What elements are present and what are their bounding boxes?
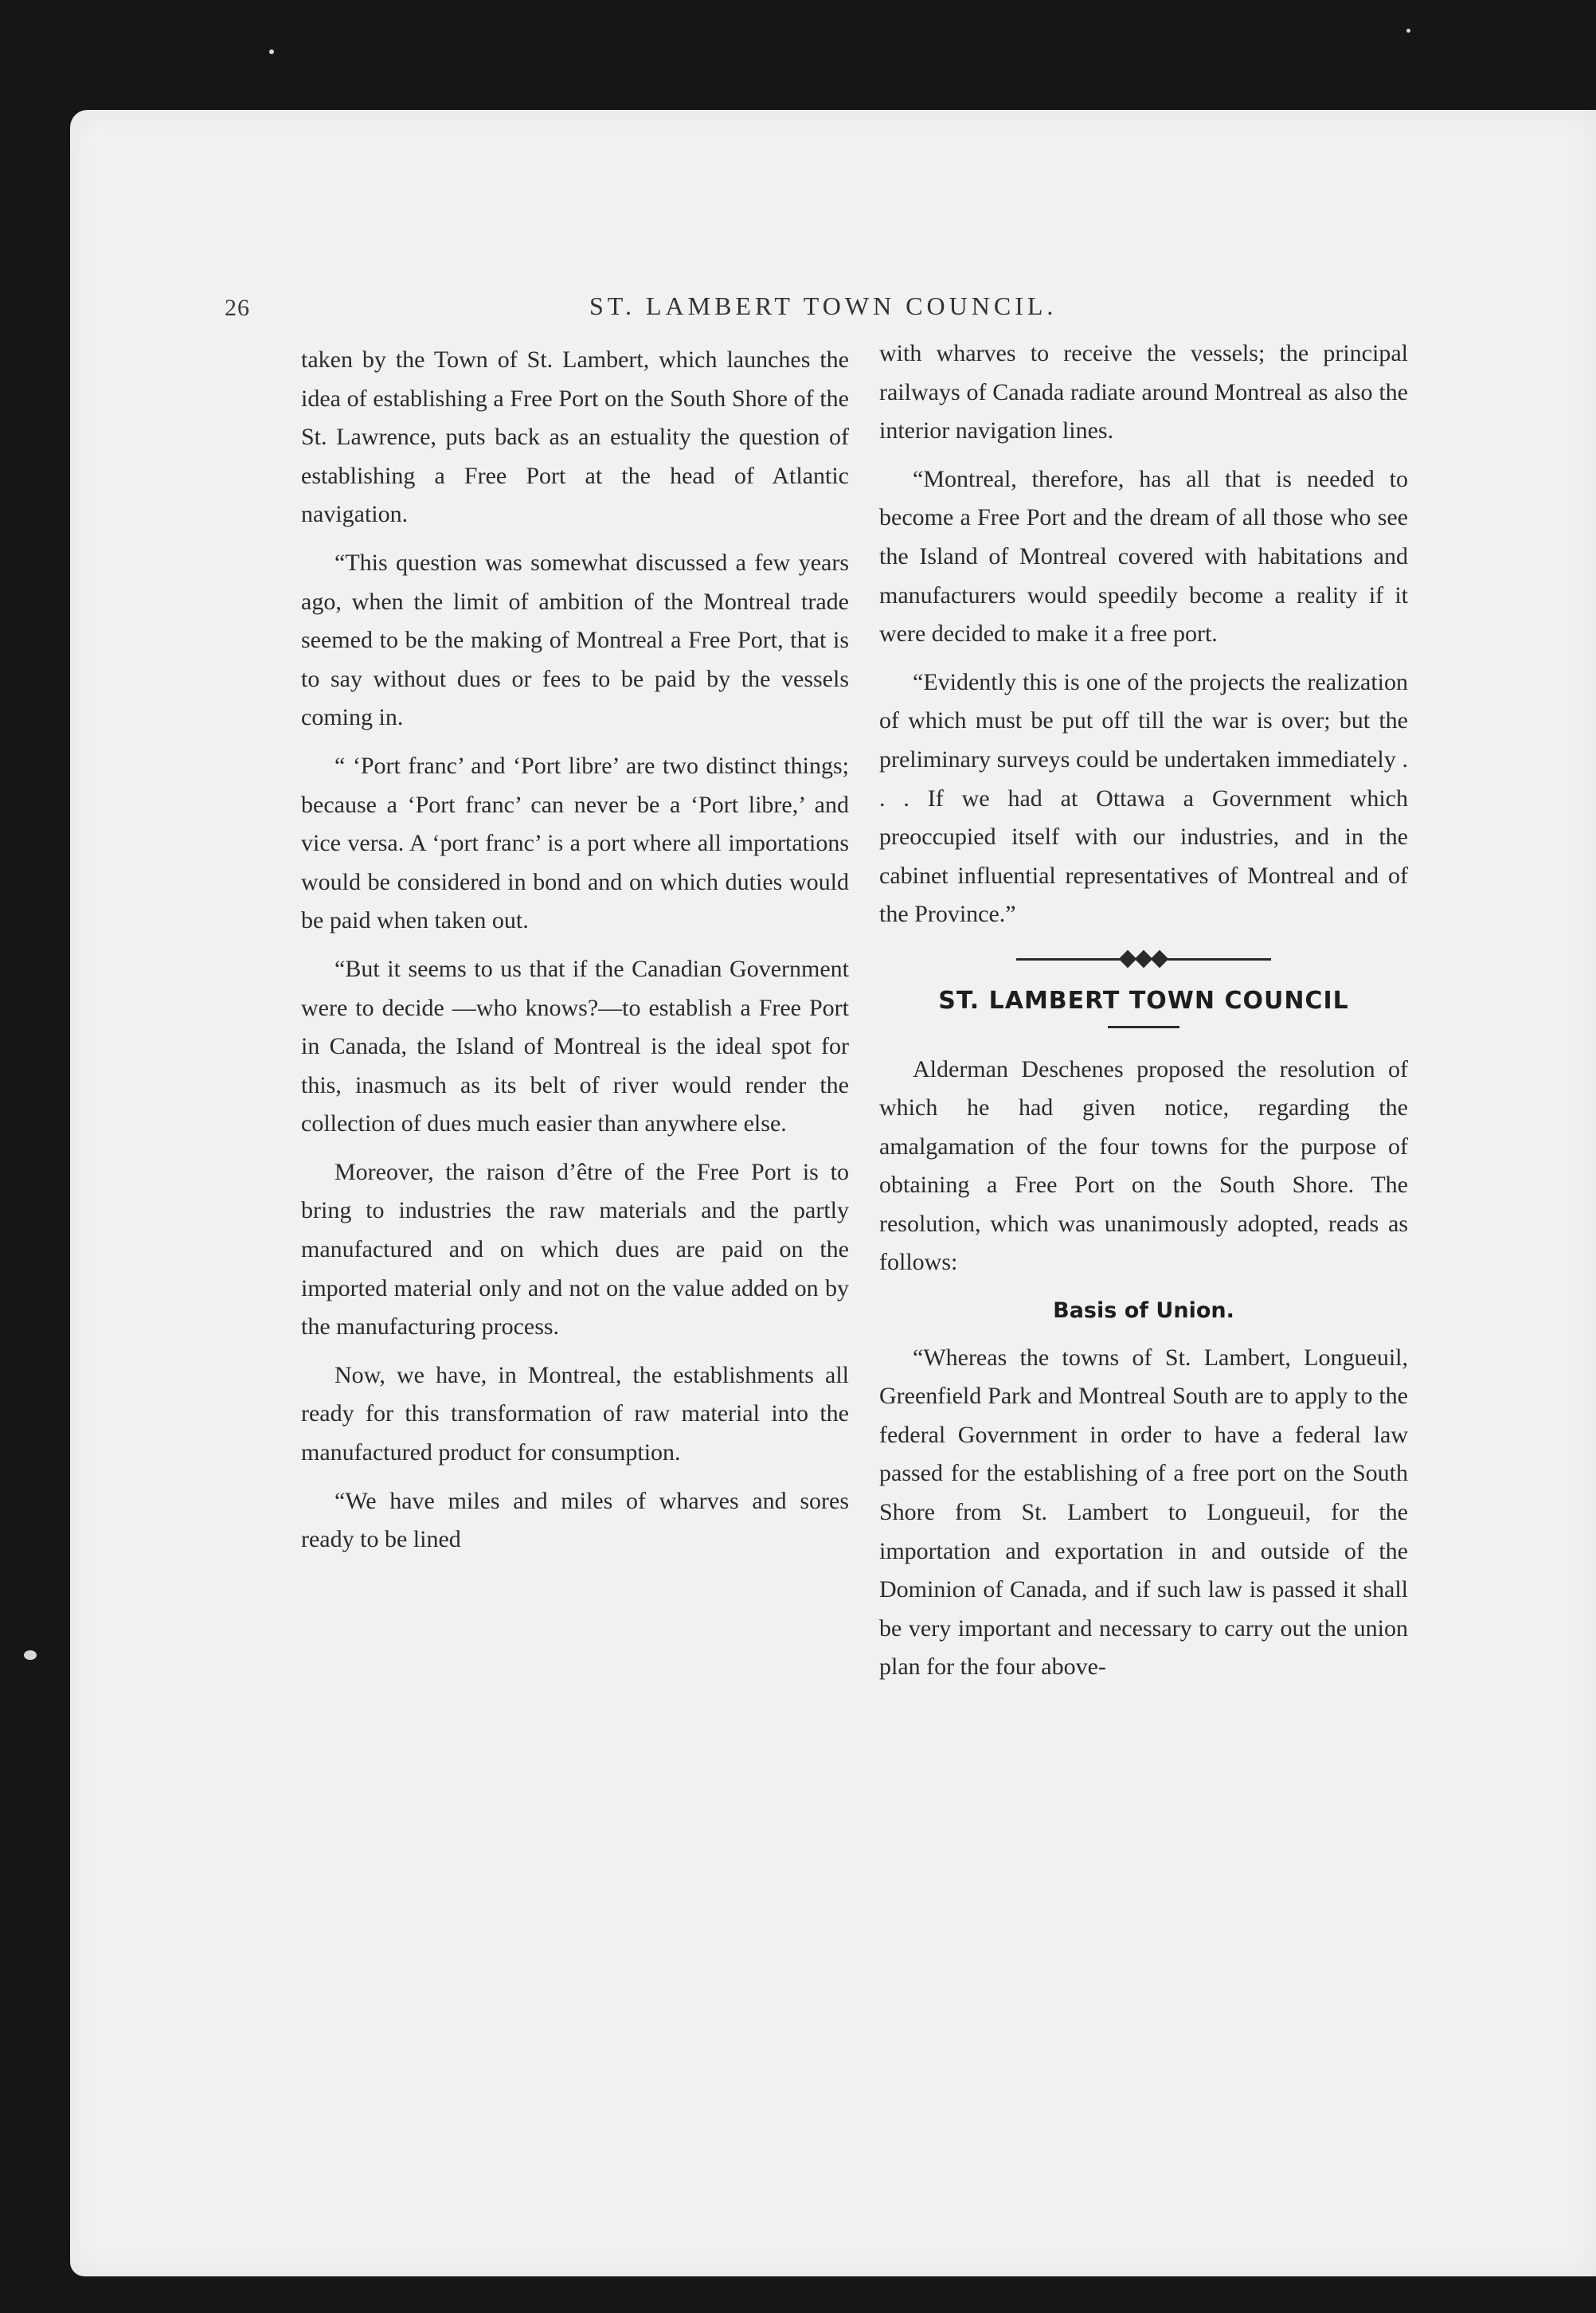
paragraph: with wharves to receive the vessels; the principal railways of Canada radiate around Montreal as also the interior navigation lines. [879,340,1408,444]
page-number: 26 [225,295,250,321]
section-ornament [1016,947,1271,971]
paragraph: “We have miles and miles of wharves and sores ready to be lined [301,1487,849,1553]
title-rule [1108,1026,1179,1028]
left-column [301,341,849,1569]
subheading: Basis of Union. [1053,1298,1234,1324]
paragraph: “Montreal, therefore, has all that is needed to become a Free Port and the dream of all those who see the Island of Montreal covered with habitations and manufacturers would speedily become a reality if it were decided to make it a free port. [879,465,1408,648]
scan-speck [269,49,274,54]
paragraph: “Evidently this is one of the projects the realization of which must be put off till the war is over; but the preliminary surveys could be undertaken immediately . . . If we had at Ottawa a Government which preoccupied itself with our industries, and in the cabinet influential representatives of Montreal and of the Province.” [879,668,1408,928]
scan-speck [1406,29,1410,33]
paragraph: “ ‘Port franc’ and ‘Port libre’ are two distinct things; because a ‘Port franc’ can never be a ‘Port libre,’ and vice versa. A ‘port franc’ is a port where all importations would be considered in bond and on which duties would be paid when taken out. [301,752,849,934]
section-title: ST. LAMBERT TOWN COUNCIL [938,986,1349,1015]
paragraph: Moreover, the raison d’être of the Free Port is to bring to industries the raw materials and the partly manufactured and on which dues are paid on the imported material only and not on the value added on by the manufacturing process. [301,1158,849,1340]
paragraph: taken by the Town of St. Lambert, which launches the idea of establishing a Free Port on the South Shore of the St. Lawrence, puts back as an estuality the question of establishing a Free Port at the head of Atlantic navigation. [301,346,849,528]
paragraph: Alderman Deschenes proposed the resolution of which he had given notice, regarding the amalgamation of the four towns for the purpose of obtaining a Free Port on the South Shore. The resolution, which was unanimously adopted, reads as follows: [879,1055,1408,1276]
right-column [879,335,1408,1697]
paragraph: “Whereas the towns of St. Lambert, Longueuil, Greenfield Park and Montreal South are to apply to the federal Government in order to have a federal law passed for the establishing of a free port on the South Shore from St. Lambert to Longueuil, for the importation and exportation in and outside of the Dominion of Canada, and if such law is passed it shall be very important and necessary to carry out the union plan for the four above- [879,1344,1408,1681]
paragraph: “But it seems to us that if the Canadian Government were to decide —who knows?—to establish a Free Port in Canada, the Island of Montreal is the ideal spot for this, inasmuch as its belt of river would render the collection of dues much easier than anywhere else. [301,955,849,1137]
paragraph: “This question was somewhat discussed a few years ago, when the limit of ambition of the Montreal trade seemed to be the making of Montreal a Free Port, that is to say without dues or fees to be paid by the vessels coming in. [301,549,849,731]
scan-speck [24,1650,37,1660]
paragraph: Now, we have, in Montreal, the establishments all ready for this transformation of raw material into the manufactured product for consumption. [301,1361,849,1466]
running-title: ST. LAMBERT TOWN COUNCIL. [589,292,1058,320]
